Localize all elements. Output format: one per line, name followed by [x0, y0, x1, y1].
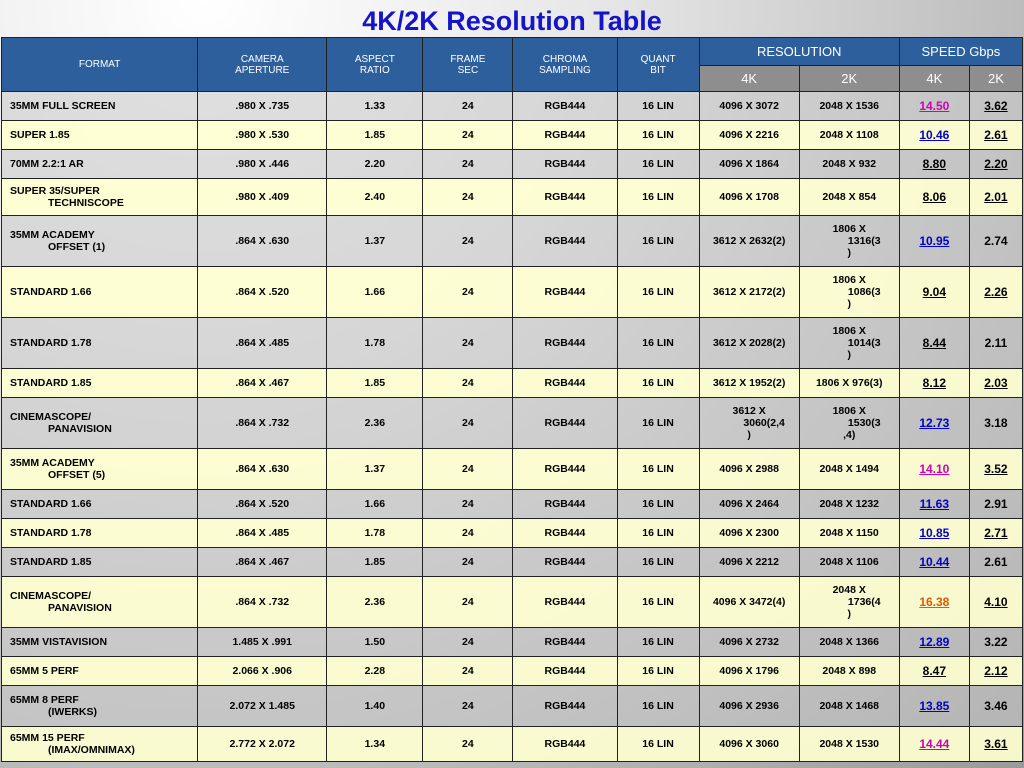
- table-row: [2, 369, 1023, 398]
- resolution-2k-cell: 2048 X 932: [799, 150, 899, 179]
- resolution-2k-cell: 1806 X 1086(3 ): [799, 267, 899, 318]
- aperture-cell: .980 X .735: [198, 92, 327, 121]
- chroma-cell: RGB444: [513, 548, 617, 577]
- speed-2k-cell: 3.52: [969, 449, 1022, 490]
- quant-cell: 16 LIN: [617, 628, 699, 657]
- speed-4k-cell: 10.44: [899, 548, 969, 577]
- chroma-cell: RGB444: [513, 369, 617, 398]
- resolution-4k-cell: 4096 X 1708: [699, 179, 799, 216]
- format-cell: 35MM ACADEMY OFFSET (1): [2, 216, 198, 267]
- table-row: [2, 179, 1023, 216]
- table-row: [2, 490, 1023, 519]
- resolution-2k-cell: 2048 X 1736(4 ): [799, 577, 899, 628]
- aperture-cell: .864 X .732: [198, 398, 327, 449]
- speed-4k-cell: 14.44: [899, 727, 969, 762]
- fps-cell: 24: [423, 267, 513, 318]
- header-speed-4k: 4K: [899, 66, 969, 92]
- header-chroma-sampling: CHROMA SAMPLING: [513, 38, 617, 92]
- header-resolution-4k: 4K: [699, 66, 799, 92]
- chroma-cell: RGB444: [513, 577, 617, 628]
- quant-cell: 16 LIN: [617, 490, 699, 519]
- quant-cell: 16 LIN: [617, 318, 699, 369]
- resolution-2k-cell: 2048 X 854: [799, 179, 899, 216]
- fps-cell: 24: [423, 216, 513, 267]
- aspect-cell: 2.40: [327, 179, 423, 216]
- chroma-cell: RGB444: [513, 179, 617, 216]
- resolution-table: [1, 37, 1023, 762]
- speed-4k-cell: 16.38: [899, 577, 969, 628]
- chroma-cell: RGB444: [513, 216, 617, 267]
- chroma-cell: RGB444: [513, 121, 617, 150]
- table-row: [2, 267, 1023, 318]
- quant-cell: 16 LIN: [617, 398, 699, 449]
- header-frame-sec: FRAME SEC: [423, 38, 513, 92]
- page-title: 4K/2K Resolution Table: [362, 6, 662, 36]
- header-resolution: RESOLUTION: [699, 38, 899, 66]
- quant-cell: 16 LIN: [617, 577, 699, 628]
- aperture-cell: .864 X .485: [198, 318, 327, 369]
- resolution-4k-cell: 4096 X 2300: [699, 519, 799, 548]
- speed-4k-cell: 8.12: [899, 369, 969, 398]
- table-row: [2, 318, 1023, 369]
- table-row: [2, 92, 1023, 121]
- resolution-4k-cell: 4096 X 2732: [699, 628, 799, 657]
- speed-4k-cell: 8.47: [899, 657, 969, 686]
- format-cell: STANDARD 1.66: [2, 490, 198, 519]
- resolution-4k-cell: 3612 X 2632(2): [699, 216, 799, 267]
- speed-4k-cell: 14.10: [899, 449, 969, 490]
- resolution-4k-cell: 3612 X 2028(2): [699, 318, 799, 369]
- aspect-cell: 2.28: [327, 657, 423, 686]
- resolution-4k-cell: 4096 X 3072: [699, 92, 799, 121]
- aperture-cell: .864 X .732: [198, 577, 327, 628]
- speed-4k-cell: 11.63: [899, 490, 969, 519]
- speed-4k-cell: 10.85: [899, 519, 969, 548]
- fps-cell: 24: [423, 318, 513, 369]
- resolution-4k-cell: 4096 X 2464: [699, 490, 799, 519]
- header-resolution-2k: 2K: [799, 66, 899, 92]
- chroma-cell: RGB444: [513, 686, 617, 727]
- chroma-cell: RGB444: [513, 657, 617, 686]
- chroma-cell: RGB444: [513, 519, 617, 548]
- resolution-4k-cell: 4096 X 3060: [699, 727, 799, 762]
- aperture-cell: .864 X .467: [198, 548, 327, 577]
- chroma-cell: RGB444: [513, 628, 617, 657]
- aspect-cell: 1.37: [327, 216, 423, 267]
- fps-cell: 24: [423, 577, 513, 628]
- table-row: [2, 216, 1023, 267]
- quant-cell: 16 LIN: [617, 369, 699, 398]
- chroma-cell: RGB444: [513, 398, 617, 449]
- speed-2k-cell: 2.03: [969, 369, 1022, 398]
- header-speed-2k: 2K: [969, 66, 1022, 92]
- fps-cell: 24: [423, 657, 513, 686]
- aperture-cell: .980 X .409: [198, 179, 327, 216]
- aspect-cell: 1.78: [327, 519, 423, 548]
- quant-cell: 16 LIN: [617, 519, 699, 548]
- speed-4k-cell: 8.06: [899, 179, 969, 216]
- speed-2k-cell: 2.91: [969, 490, 1022, 519]
- aperture-cell: .980 X .446: [198, 150, 327, 179]
- quant-cell: 16 LIN: [617, 179, 699, 216]
- aperture-cell: 1.485 X .991: [198, 628, 327, 657]
- header-speed: SPEED Gbps: [899, 38, 1022, 66]
- speed-2k-cell: 2.74: [969, 216, 1022, 267]
- aspect-cell: 2.36: [327, 577, 423, 628]
- resolution-4k-cell: 3612 X 1952(2): [699, 369, 799, 398]
- resolution-2k-cell: 1806 X 1530(3 ,4): [799, 398, 899, 449]
- header-aspect-ratio: ASPECT RATIO: [327, 38, 423, 92]
- resolution-2k-cell: 2048 X 1494: [799, 449, 899, 490]
- aspect-cell: 1.78: [327, 318, 423, 369]
- format-cell: 35MM VISTAVISION: [2, 628, 198, 657]
- fps-cell: 24: [423, 121, 513, 150]
- resolution-2k-cell: 2048 X 1536: [799, 92, 899, 121]
- speed-4k-cell: 14.50: [899, 92, 969, 121]
- fps-cell: 24: [423, 686, 513, 727]
- format-cell: 65MM 8 PERF (IWERKS): [2, 686, 198, 727]
- resolution-2k-cell: 2048 X 1530: [799, 727, 899, 762]
- speed-2k-cell: 2.61: [969, 121, 1022, 150]
- resolution-2k-cell: 1806 X 976(3): [799, 369, 899, 398]
- quant-cell: 16 LIN: [617, 267, 699, 318]
- resolution-2k-cell: 2048 X 1232: [799, 490, 899, 519]
- quant-cell: 16 LIN: [617, 657, 699, 686]
- table-row: [2, 519, 1023, 548]
- speed-4k-cell: 10.46: [899, 121, 969, 150]
- aspect-cell: 1.66: [327, 267, 423, 318]
- speed-2k-cell: 3.22: [969, 628, 1022, 657]
- chroma-cell: RGB444: [513, 150, 617, 179]
- aspect-cell: 1.66: [327, 490, 423, 519]
- speed-2k-cell: 3.61: [969, 727, 1022, 762]
- format-cell: STANDARD 1.78: [2, 318, 198, 369]
- resolution-2k-cell: 2048 X 1106: [799, 548, 899, 577]
- speed-2k-cell: 2.26: [969, 267, 1022, 318]
- table-row: [2, 686, 1023, 727]
- quant-cell: 16 LIN: [617, 92, 699, 121]
- speed-2k-cell: 3.46: [969, 686, 1022, 727]
- resolution-4k-cell: 4096 X 2216: [699, 121, 799, 150]
- fps-cell: 24: [423, 179, 513, 216]
- quant-cell: 16 LIN: [617, 216, 699, 267]
- speed-2k-cell: 2.01: [969, 179, 1022, 216]
- chroma-cell: RGB444: [513, 490, 617, 519]
- aperture-cell: .864 X .630: [198, 449, 327, 490]
- chroma-cell: RGB444: [513, 449, 617, 490]
- resolution-4k-cell: 3612 X 2172(2): [699, 267, 799, 318]
- format-cell: STANDARD 1.85: [2, 548, 198, 577]
- table-row: [2, 398, 1023, 449]
- table-row: [2, 150, 1023, 179]
- aperture-cell: .864 X .467: [198, 369, 327, 398]
- aspect-cell: 2.20: [327, 150, 423, 179]
- format-cell: 65MM 15 PERF (IMAX/OMNIMAX): [2, 727, 198, 762]
- fps-cell: 24: [423, 398, 513, 449]
- resolution-2k-cell: 2048 X 1150: [799, 519, 899, 548]
- aperture-cell: .980 X .530: [198, 121, 327, 150]
- resolution-4k-cell: 4096 X 2212: [699, 548, 799, 577]
- speed-4k-cell: 8.44: [899, 318, 969, 369]
- table-row: [2, 657, 1023, 686]
- table-body: [2, 92, 1023, 762]
- aperture-cell: .864 X .520: [198, 490, 327, 519]
- format-cell: STANDARD 1.78: [2, 519, 198, 548]
- aspect-cell: 1.34: [327, 727, 423, 762]
- table-row: [2, 628, 1023, 657]
- speed-2k-cell: 2.71: [969, 519, 1022, 548]
- speed-2k-cell: 2.12: [969, 657, 1022, 686]
- fps-cell: 24: [423, 519, 513, 548]
- format-cell: 70MM 2.2:1 AR: [2, 150, 198, 179]
- table-row: [2, 577, 1023, 628]
- resolution-4k-cell: 4096 X 2988: [699, 449, 799, 490]
- quant-cell: 16 LIN: [617, 548, 699, 577]
- resolution-2k-cell: 1806 X 1014(3 ): [799, 318, 899, 369]
- chroma-cell: RGB444: [513, 267, 617, 318]
- speed-2k-cell: 2.61: [969, 548, 1022, 577]
- fps-cell: 24: [423, 727, 513, 762]
- speed-4k-cell: 9.04: [899, 267, 969, 318]
- format-cell: CINEMASCOPE/ PANAVISION: [2, 398, 198, 449]
- resolution-4k-cell: 4096 X 3472(4): [699, 577, 799, 628]
- aspect-cell: 1.85: [327, 548, 423, 577]
- speed-2k-cell: 2.20: [969, 150, 1022, 179]
- speed-4k-cell: 10.95: [899, 216, 969, 267]
- quant-cell: 16 LIN: [617, 686, 699, 727]
- resolution-4k-cell: 4096 X 1864: [699, 150, 799, 179]
- chroma-cell: RGB444: [513, 318, 617, 369]
- fps-cell: 24: [423, 92, 513, 121]
- chroma-cell: RGB444: [513, 727, 617, 762]
- table-row: [2, 121, 1023, 150]
- format-cell: CINEMASCOPE/ PANAVISION: [2, 577, 198, 628]
- fps-cell: 24: [423, 490, 513, 519]
- fps-cell: 24: [423, 548, 513, 577]
- format-cell: STANDARD 1.66: [2, 267, 198, 318]
- quant-cell: 16 LIN: [617, 449, 699, 490]
- aperture-cell: .864 X .630: [198, 216, 327, 267]
- resolution-4k-cell: 4096 X 1796: [699, 657, 799, 686]
- format-cell: 65MM 5 PERF: [2, 657, 198, 686]
- format-cell: 35MM ACADEMY OFFSET (5): [2, 449, 198, 490]
- speed-4k-cell: 13.85: [899, 686, 969, 727]
- header-quant-bit: QUANT BIT: [617, 38, 699, 92]
- resolution-2k-cell: 2048 X 1468: [799, 686, 899, 727]
- fps-cell: 24: [423, 369, 513, 398]
- resolution-2k-cell: 1806 X 1316(3 ): [799, 216, 899, 267]
- resolution-2k-cell: 2048 X 1108: [799, 121, 899, 150]
- quant-cell: 16 LIN: [617, 727, 699, 762]
- table-row: [2, 727, 1023, 762]
- aperture-cell: 2.772 X 2.072: [198, 727, 327, 762]
- speed-2k-cell: 4.10: [969, 577, 1022, 628]
- header-format: FORMAT: [2, 38, 198, 92]
- resolution-4k-cell: 3612 X 3060(2,4 ): [699, 398, 799, 449]
- fps-cell: 24: [423, 449, 513, 490]
- speed-4k-cell: 8.80: [899, 150, 969, 179]
- aspect-cell: 1.85: [327, 121, 423, 150]
- table-row: [2, 449, 1023, 490]
- chroma-cell: RGB444: [513, 92, 617, 121]
- aspect-cell: 1.40: [327, 686, 423, 727]
- resolution-4k-cell: 4096 X 2936: [699, 686, 799, 727]
- quant-cell: 16 LIN: [617, 121, 699, 150]
- aperture-cell: .864 X .485: [198, 519, 327, 548]
- fps-cell: 24: [423, 628, 513, 657]
- aspect-cell: 1.85: [327, 369, 423, 398]
- quant-cell: 16 LIN: [617, 150, 699, 179]
- table-row: [2, 548, 1023, 577]
- aperture-cell: 2.072 X 1.485: [198, 686, 327, 727]
- format-cell: SUPER 1.85: [2, 121, 198, 150]
- speed-2k-cell: 3.62: [969, 92, 1022, 121]
- speed-2k-cell: 3.18: [969, 398, 1022, 449]
- resolution-2k-cell: 2048 X 1366: [799, 628, 899, 657]
- format-cell: SUPER 35/SUPER TECHNISCOPE: [2, 179, 198, 216]
- aspect-cell: 1.50: [327, 628, 423, 657]
- speed-4k-cell: 12.73: [899, 398, 969, 449]
- fps-cell: 24: [423, 150, 513, 179]
- resolution-2k-cell: 2048 X 898: [799, 657, 899, 686]
- aperture-cell: .864 X .520: [198, 267, 327, 318]
- format-cell: 35MM FULL SCREEN: [2, 92, 198, 121]
- aspect-cell: 1.37: [327, 449, 423, 490]
- speed-2k-cell: 2.11: [969, 318, 1022, 369]
- aspect-cell: 1.33: [327, 92, 423, 121]
- aspect-cell: 2.36: [327, 398, 423, 449]
- aperture-cell: 2.066 X .906: [198, 657, 327, 686]
- header-camera-aperture: CAMERA APERTURE: [198, 38, 327, 92]
- format-cell: STANDARD 1.85: [2, 369, 198, 398]
- speed-4k-cell: 12.89: [899, 628, 969, 657]
